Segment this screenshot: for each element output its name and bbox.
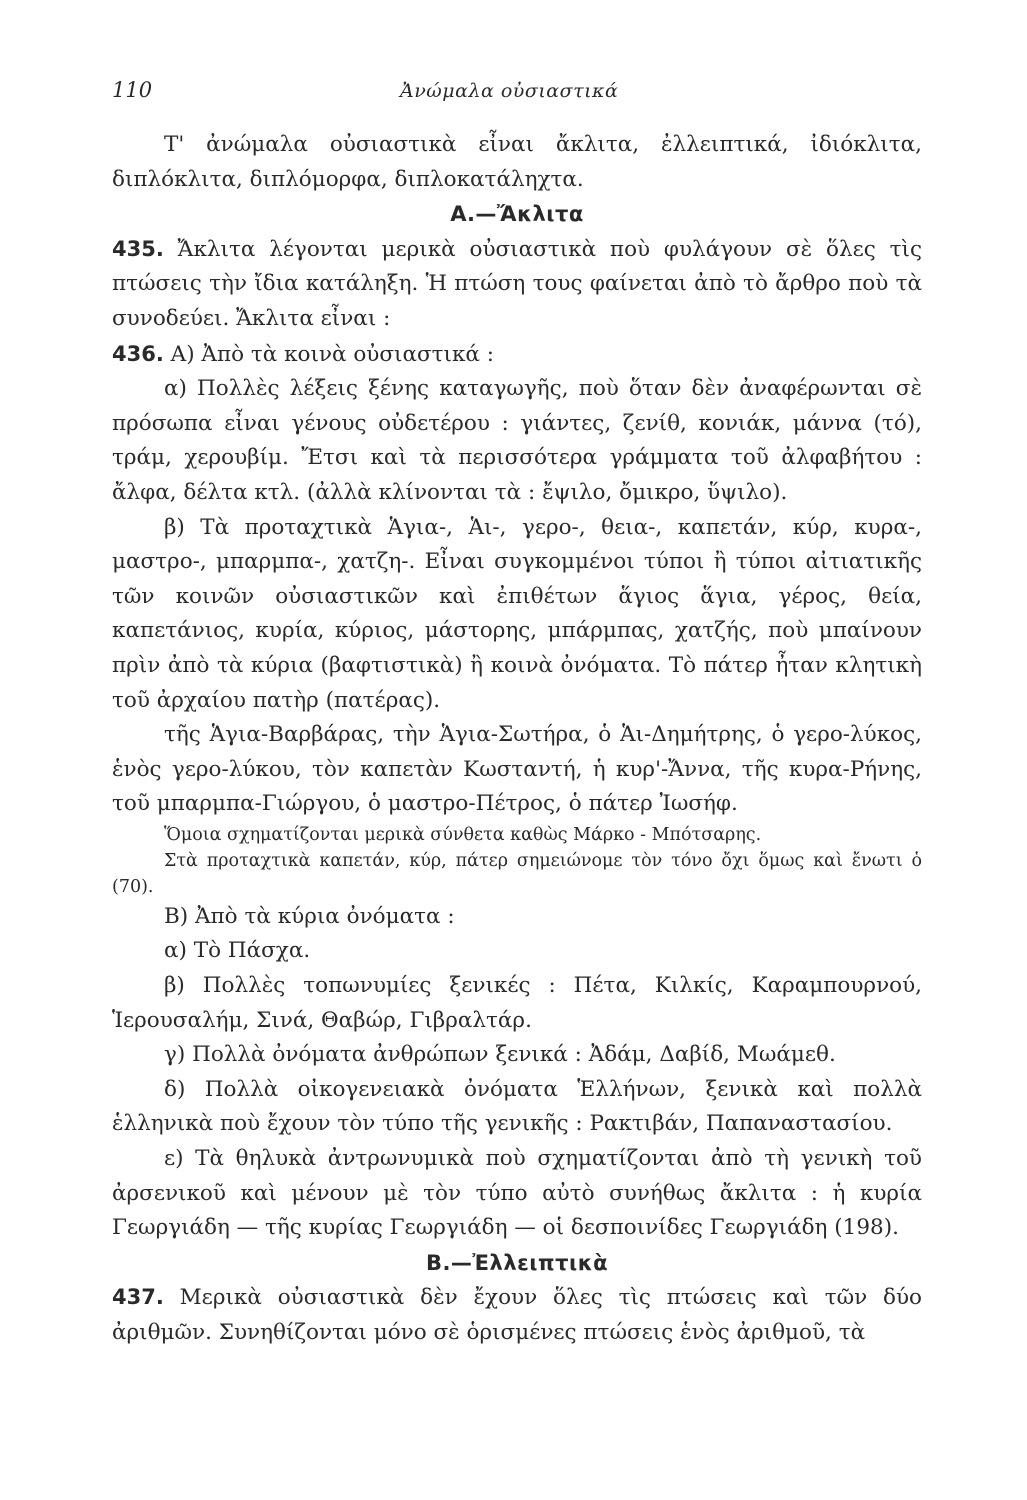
item-b-b: β) Πολλὲς τοπωνυμίες ξενικές : Πέτα, Κιλκίς, Καραμπουρνού, Ἱερουσαλήμ, Σινά, Θαβώρ, Γιβραλτάρ. — [112, 973, 922, 1033]
section-heading-a: Α.—Ἄκλιτα — [450, 202, 584, 227]
paragraph-436-text: Α) Ἀπὸ τὰ κοινὰ οὐσιαστικά : — [170, 341, 495, 367]
item-b-prefixes: β) Τὰ προταχτικὰ Ἁγια-, Ἁι-, γερο-, θεια-, καπετάν, κύρ, κυρα-, μαστρο-, μπαρμπα-, χατζη-. Εἶναι συγκομμένοι τύποι ἢ τύποι αἰτιατικῆς τῶν κοινῶν οὐσιαστικῶν καὶ ἐπιθέτων ἅγιος ἅγια, γέρος, θεία, καπετάνιος, κυρία, κύριος, μάστορης, μπάρμπας, χατζής, ποὺ μπαίνουν πρὶν ἀπὸ τὰ κύρια (βαφτιστικὰ) ἢ κοινὰ ὀνόματα. Τὸ πάτερ ἦταν κλητικὴ τοῦ ἀρχαίου πατὴρ (πατέρας). — [112, 514, 922, 713]
page-number: 110 — [112, 78, 153, 102]
item-b-c: γ) Πολλὰ ὀνόματα ἀνθρώπων ξενικά : Ἀδάμ, Δαβίδ, Μωάμεθ. — [164, 1042, 836, 1068]
item-b-d: δ) Πολλὰ οἰκογενειακὰ ὀνόματα Ἑλλήνων, ξενικὰ καὶ πολλὰ ἑλληνικὰ ποὺ ἔχουν τὸν τύπο τῆς γενικῆς : Ρακτιβάν, Παπαναστασίου. — [112, 1076, 922, 1137]
page-header — [112, 78, 922, 108]
paragraph-number: 435. — [112, 236, 164, 261]
item-a-foreign-words: α) Πολλὲς λέξεις ξένης καταγωγῆς, ποὺ ὅταν δὲν ἀναφέρωνται σὲ πρόσωπα εἶναι γένους οὐδετέρου : γιάντες, ζενίθ, κονιάκ, μάννα (τό), τράμ, χερουβίμ. Ἔτσι καὶ τὰ περισσότερα γράμματα τοῦ ἀλφαβήτου : ἄλφα, δέλτα κτλ. (ἀλλὰ κλίνονται τὰ : ἔψιλο, ὄμικρο, ὕψιλο). — [112, 376, 922, 505]
note-similar-compounds: Ὅμοια σχηματίζονται μερικὰ σύνθετα καθὼς Μάρκο - Μπότσαρης. — [164, 824, 762, 845]
intro-paragraph: Τ' ἀνώμαλα οὐσιαστικὰ εἶναι ἄκλιτα, ἐλλειπτικά, ἰδιόκλιτα, διπλόκλιτα, διπλόμορφα, διπλοκατάληχτα. — [112, 132, 922, 192]
section-heading-b: Β.—Ἐλλειπτικὰ — [425, 1250, 609, 1275]
examples-paragraph: τῆς Ἁγια-Βαρβάρας, τὴν Ἁγια-Σωτήρα, ὁ Ἁι-Δημήτρης, ὁ γερο-λύκος, ἑνὸς γερο-λύκου, τὸν καπετὰν Κωσταντή, ἡ κυρ'-Ἄννα, τῆς κυρα-Ρήνης, τοῦ μπαρμπα-Γιώργου, ὁ μαστρο-Πέτρος, ὁ πάτερ Ἰωσήφ. — [112, 722, 922, 817]
paragraph-number: 437. — [112, 1285, 164, 1310]
item-b-a: α) Τὸ Πάσχα. — [164, 938, 311, 964]
paragraph-437 — [112, 1280, 922, 1350]
paragraph-437-text: Μερικὰ οὐσιαστικὰ δὲν ἔχουν ὅλες τὶς πτώσεις καὶ τῶν δύο ἀριθμῶν. Συνηθίζονται μόνο σὲ ὁρισμένες πτώσεις ἑνὸς ἀριθμοῦ, τὰ — [112, 1285, 922, 1345]
item-b-e: ε) Τὰ θηλυκὰ ἀντρωνυμικὰ ποὺ σχηματίζονται ἀπὸ τὴ γενικὴ τοῦ ἀρσενικοῦ καὶ μένουν μὲ τὸν τύπο αὐτὸ συνήθως ἄκλιτα : ἡ κυρία Γεωργιάδη — τῆς κυρίας Γεωργιάδη — οἱ δεσποινίδες Γεωργιάδη (198). — [112, 1146, 922, 1241]
paragraph-number: 436. — [112, 341, 164, 366]
running-head: Ἀνώμαλα οὐσιαστικά — [400, 80, 619, 102]
section-b-proper-names: Β) Ἀπὸ τὰ κύρια ὀνόματα : — [164, 903, 455, 929]
page-body — [112, 128, 922, 1351]
paragraph-435-text: Ἄκλιτα λέγονται μερικὰ οὐσιαστικὰ ποὺ φυλάγουν σὲ ὅλες τὶς πτώσεις τὴν ἴδια κατάληξη. Ἡ πτώση τους φαίνεται ἀπὸ τὸ ἄρθρο ποὺ τὰ συνοδεύει. Ἄκλιτα εἶναι : — [112, 236, 922, 331]
paragraph-436 — [112, 337, 922, 373]
paragraph-435 — [112, 232, 922, 337]
note-accent: Στὰ προταχτικὰ καπετάν, κύρ, πάτερ σημειώνομε τὸν τόνο ὄχι ὅμως καὶ ἔνωτι ὁ (70). — [112, 850, 922, 897]
